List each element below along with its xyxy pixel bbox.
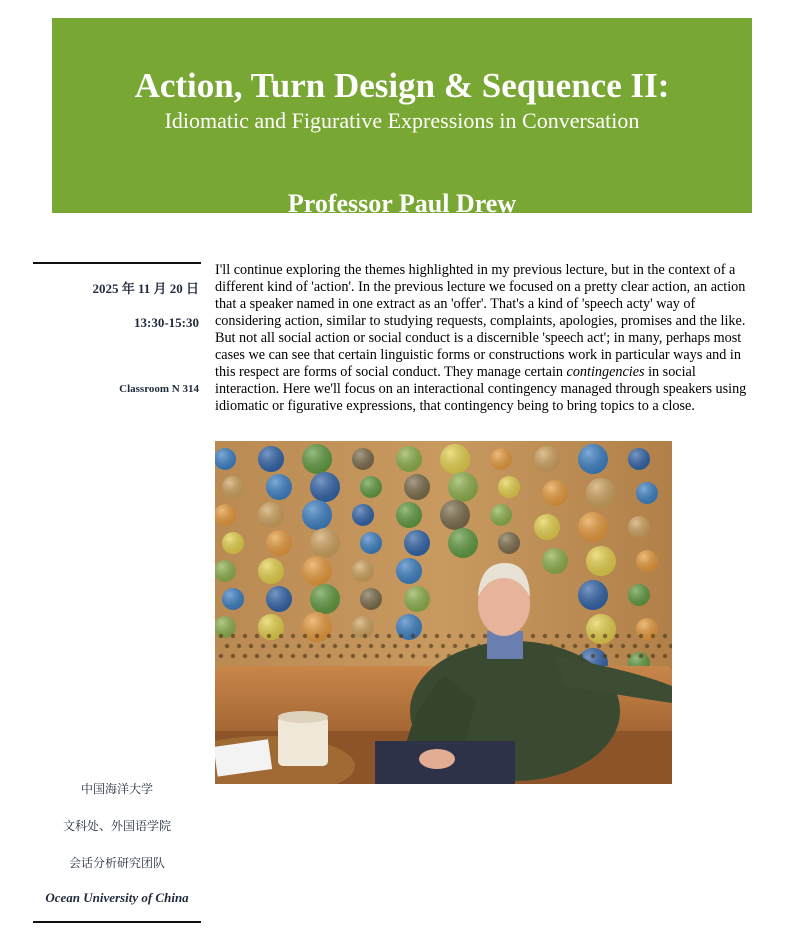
org-team-zh: 会话分析研究团队 — [68, 856, 165, 870]
lecture-abstract — [215, 262, 755, 415]
title-banner — [52, 18, 752, 218]
org-university-zh: 中国海洋大学 — [80, 782, 153, 796]
speaker-photo — [215, 441, 672, 784]
coffee-cup — [278, 716, 328, 766]
org-department-zh: 文科处、外国语学院 — [62, 819, 171, 833]
lecture-title: Action, Turn Design & Sequence II: — [134, 66, 670, 105]
lecture-subtitle: Idiomatic and Figurative Expressions in Conversation — [164, 108, 640, 133]
lecture-date: 2025 年 11 月 20 日 — [92, 281, 199, 296]
lecture-room: Classroom N 314 — [119, 383, 199, 395]
lecture-time: 13:30-15:30 — [134, 315, 199, 330]
sidebar-bottom-divider — [33, 921, 201, 923]
abstract-text-part1: I'll continue exploring the themes highlighted in my previous lecture, but in the context of a different kind of 'action'. In the previous lecture we focused on a pretty clear action, an action that a speaker named in one extract as an 'offer'. That's a kind of 'speech acty' way of considering action, similar to studying requests, complaints, apologies, promises and the like. But not all social action or social conduct is a discernible 'speech act'; in many, perhaps most cases we can see that certain linguistic forms or constructions work in particular ways and in this respect are forms of social conduct. They manage certain — [215, 262, 746, 380]
speaker-name: Professor Paul Drew — [287, 189, 517, 218]
abstract-emphasis: contingencies — [566, 364, 645, 380]
abstract-text-part2: in social interaction. Here we'll focus on an interactional contingency managed through speakers using idiomatic or figurative expressions, that contingency being to bring topics to a close. — [215, 364, 747, 414]
org-university-en: Ocean University of China — [45, 890, 189, 905]
person-hand — [419, 749, 455, 769]
sidebar-top-divider — [33, 262, 201, 264]
